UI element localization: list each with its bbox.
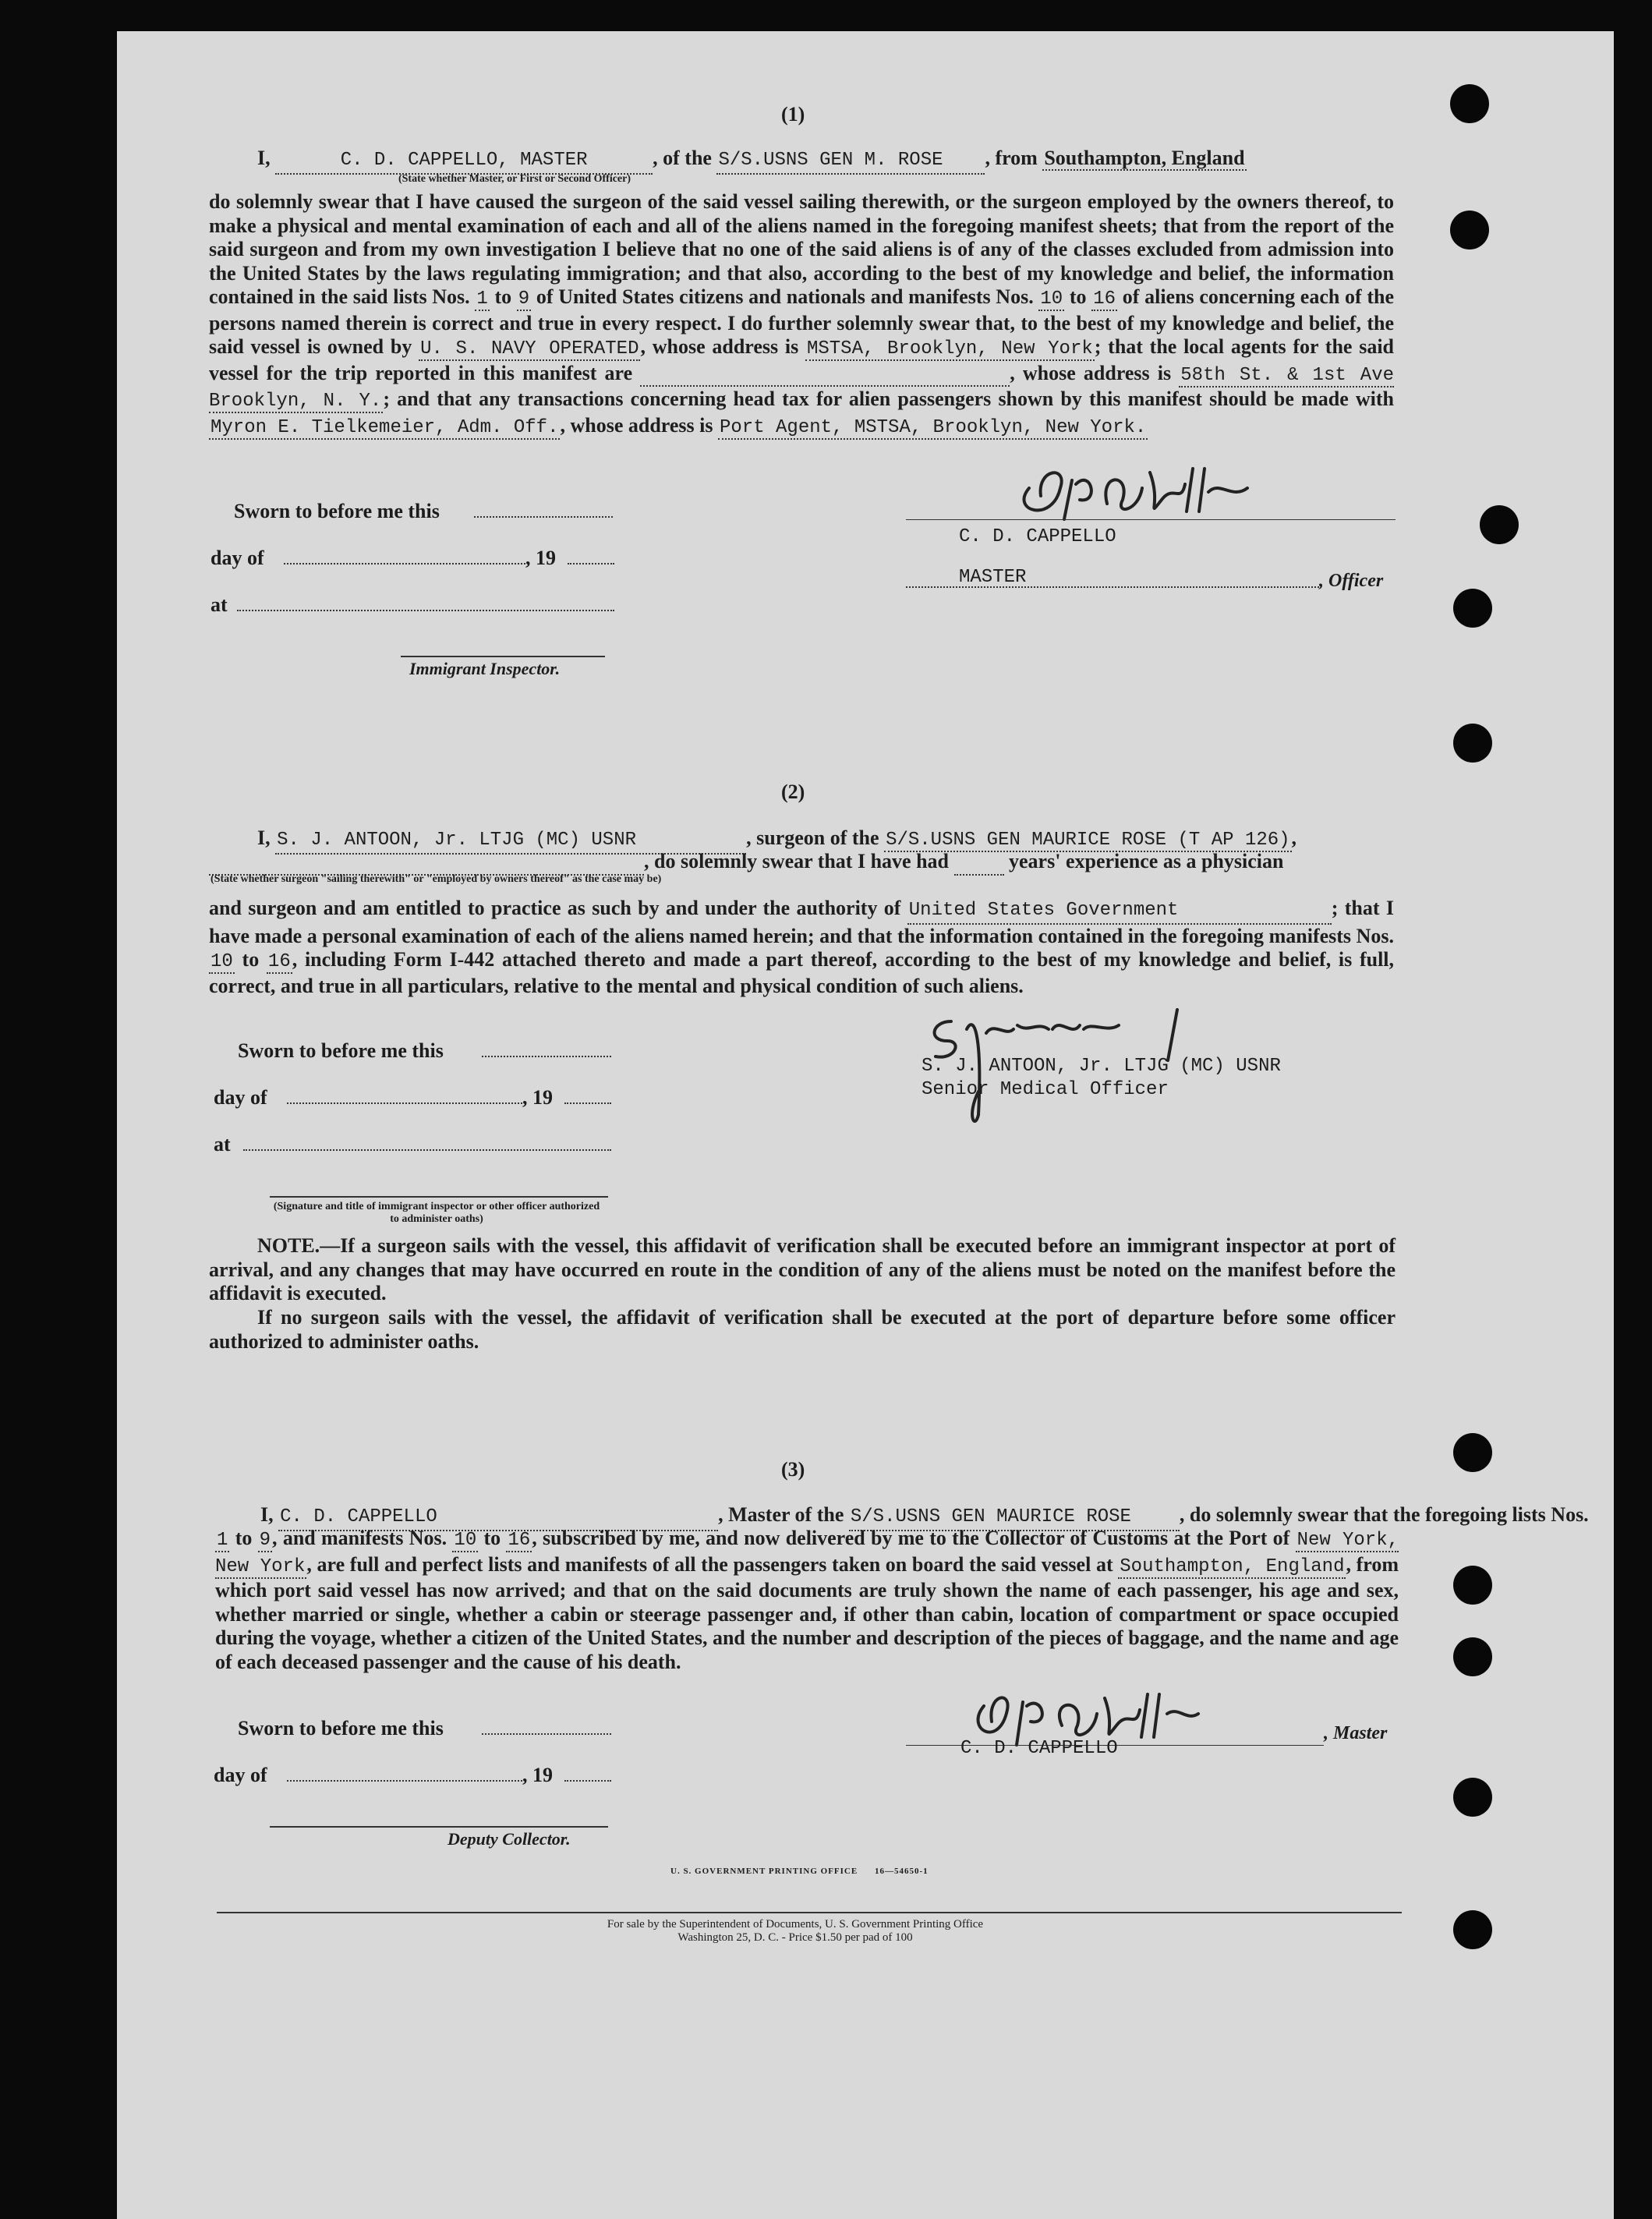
to-label: to [235,1527,253,1549]
master-name-field: C. D. CAPPELLO [278,1506,718,1531]
day-of-label: day of [214,1764,267,1786]
section-2-signer-title: Senior Medical Officer [922,1079,1169,1100]
signature-line [906,519,1396,520]
vessel-prefix: S/S. [850,1506,896,1527]
from-label: , from [985,147,1038,169]
local-agents-field [640,362,1010,388]
body-text: , subscribed by me, and now delivered by me to the Collector of Customs at the Port of [532,1527,1290,1549]
gpo-imprint: U. S. GOVERNMENT PRINTING OFFICE [670,1867,858,1876]
owner-field: U. S. NAVY OPERATED [420,338,639,359]
section-2-header: I, S. J. ANTOON, Jr. LTJG (MC) USNR , surgeon of the S/S.USNS GEN MAURICE ROSE (T AP 126), [257,826,1458,855]
year-line [568,563,614,564]
body-text: do solemnly swear that I have caused the surgeon of the said vessel sailing therewith, or the surgeon employed by the owners thereof, to make a physical and mental examination of each and all of the aliens named in the foregoing manifest sheets; that from the report of the said surgeon and from my own investigation I believe that no one of the said aliens is of any of the classes excluded from admission into the United States by the laws regulating immigration; and that also, according to the best of my knowledge and belief, the information contained in the said lists Nos. [209,190,1394,308]
punch-hole [1453,1566,1492,1605]
day-of-line [287,1102,522,1104]
pronoun-label: I, [257,826,271,849]
footer-rule [217,1912,1402,1913]
body-text: , whose address is [560,413,713,437]
section-3-number: (3) [781,1458,805,1481]
signature-title-note: (Signature and title of immigrant inspector or other officer authorized to administer oaths) [273,1201,600,1225]
day-of-label: day of [214,1086,267,1109]
body-text: years' experience as a physician [1009,850,1284,872]
officer-caption: , Officer [1319,571,1384,591]
sworn-date-line [474,516,613,518]
punch-hole [1453,589,1492,628]
pronoun-label: I, [257,147,271,169]
to-label: to [1069,285,1087,308]
vessel-field [716,149,985,175]
collector-signature-line [270,1826,608,1828]
surgeon-status-field [209,850,644,876]
lists-from-field: 1 [476,288,488,310]
section-2-header-line2 [209,850,1410,876]
note-text: —If a surgeon sails with the vessel, this affidavit of verification shall be executed before an immigrant inspector at port of arrival, and any changes that may have occurred en route in the condition of any of the aliens must be noted on the manifest before the affidavit is executed. [209,1234,1396,1304]
body-text: and surgeon and am entitled to practice as such by and under the authority of [209,897,901,919]
form-number: 16—54650-1 [875,1867,929,1876]
section-1-body [209,190,1394,440]
lists-to-field: 9 [259,1530,271,1551]
note-paragraph [209,1234,1396,1306]
cappello-signature-1 [1006,457,1263,527]
manifests-from-field: 10 [210,951,233,972]
year-line [564,1780,611,1782]
sworn-label: Sworn to before me this [238,1039,444,1062]
sworn-label: Sworn to before me this [234,500,440,522]
master-name-field: C. D. CAPPELLO, MASTER [275,149,653,175]
day-of-line [287,1780,522,1782]
authority-field: United States Government [907,899,1332,925]
lists-from-field: 1 [217,1530,228,1551]
vessel-prefix: S/S. [886,830,931,851]
collector-caption: Deputy Collector. [447,1829,571,1849]
section-1-number: (1) [781,103,805,126]
day-of-line [284,563,525,564]
year-label: , 19 [522,1086,553,1109]
manifests-to-field: 16 [267,951,291,972]
at-line [237,610,614,611]
manifests-from-field: 10 [454,1530,477,1551]
footer-sale-note [507,1918,1084,1945]
section-1-header [257,147,1458,175]
origin-field: Southampton, England [1044,147,1245,169]
body-text: , whose address is [1010,361,1172,384]
punch-hole [1453,724,1492,763]
punch-hole [1453,1910,1492,1949]
body-text: , are full and perfect lists and manifests of all the passengers taken on board the said vessel at [306,1552,1113,1576]
footer-line-2: Washington 25, D. C. - Price $1.50 per pad of 100 [677,1931,913,1944]
punch-hole [1480,505,1519,544]
inspector-caption: Immigrant Inspector. [409,659,561,678]
at-line [243,1149,611,1151]
contact-field: Myron E. Tielkemeier, Adm. Off. [210,416,559,438]
surgeon-name-field: S. J. ANTOON, Jr. LTJG (MC) USNR [275,829,746,855]
punch-hole [1450,211,1489,250]
body-text: , do solemnly swear that the foregoing lists Nos. [1179,1503,1589,1526]
vessel-name: USNS GEN M. ROSE [763,150,943,171]
vessel-field [884,830,1291,852]
sworn-date-line [482,1056,611,1057]
body-text: , including Form I-442 attached thereto and made a part thereof, according to the best of my knowledge and belief, is full, correct, and true in all particulars, relative to the mental and physical condition of such aliens. [209,948,1395,997]
lists-to-field: 9 [518,288,530,310]
sworn-date-line [482,1733,611,1735]
vessel-name: USNS GEN MAURICE ROSE [895,1506,1131,1527]
embark-port-field: Southampton, England [1120,1555,1345,1577]
port-field: New York, New York [215,1530,1399,1577]
master-of-label: , Master of the [718,1503,844,1526]
at-label: at [210,593,228,616]
body-text: , and manifests Nos. [272,1527,447,1549]
punch-hole [1453,1433,1492,1472]
note-paragraph-2 [209,1306,1396,1354]
note-text: If no surgeon sails with the vessel, the affidavit of verification shall be executed at the port of departure before some officer authorized to administer oaths. [209,1306,1396,1353]
year-line [564,1102,611,1104]
owner-address-field: MSTSA, Brooklyn, New York [806,338,1093,359]
section-1-signer: C. D. CAPPELLO [959,526,1116,547]
year-label: , 19 [522,1764,553,1786]
punch-hole [1453,1778,1492,1817]
to-label: to [242,948,260,971]
body-text: , from which port said vessel has now arrived; and that on the said documents are truly shown the name of each passenger, his age and sex, whether married or single, whether a cabin or steerage passenger and, if other than cabin, location of compartment or space occupied during the voyage, whether a citizen of the United States, and the number and description of the pieces of baggage, and the name and age of each deceased passenger and the cause of his death. [215,1552,1399,1673]
master-state-note: (State whether Master, or First or Second Officer) [398,173,631,185]
punch-hole [1450,84,1489,123]
punch-hole [1453,1637,1492,1676]
contact-address-field: Port Agent, MSTSA, Brooklyn, New York. [720,416,1147,438]
year-label: , 19 [525,547,556,569]
body-text: of United States citizens and nationals and manifests Nos. [536,285,1034,308]
body-text: ; and that any transactions concerning head tax for alien passengers shown by this manifest should be made with [383,388,1394,410]
section-1-title: MASTER [959,567,1027,588]
surgeon-state-note: (State whether surgeon "sailing therewith" or "employed by owners thereof" as the case may be) [210,873,662,885]
of-the-label: , of the [653,147,712,169]
vessel-name: USNS GEN MAURICE ROSE (T AP 126) [930,830,1290,851]
officer-signature-line [270,1196,608,1198]
section-3-body [215,1527,1399,1674]
section-2-number: (2) [781,780,805,803]
pronoun-label: I, [260,1503,274,1526]
body-text: , whose address is [640,335,799,358]
day-of-label: day of [210,547,264,569]
body-text: ; that I have made a personal examination of each of the aliens named herein; and that the information contained in the foregoing manifests Nos. [209,897,1394,947]
vessel-prefix: S/S. [718,150,764,171]
body-text: ; that the local agents for the said vessel for the trip reported in this manifest are [209,335,1395,384]
master-caption: , Master [1324,1723,1388,1743]
body-text: of aliens concerning each of the persons named therein is correct and true in every respect. I do further solemnly swear that, to the best of my knowledge and belief, the said vessel is owned by [209,285,1395,358]
surgeon-of-label: , surgeon of the [746,826,879,849]
to-label: to [483,1527,501,1549]
inspector-signature-line [401,656,605,657]
years-field [954,850,1004,876]
footer-line-1: For sale by the Superintendent of Documents, U. S. Government Printing Office [607,1918,984,1931]
agent-address-field: 58th St. & 1st Ave Brooklyn, N. Y. [209,364,1394,412]
note-label: NOTE. [257,1234,320,1257]
manifests-to-field: 16 [1093,288,1116,310]
to-label: to [494,285,512,308]
section-2-signer-name: S. J. ANTOON, Jr. LTJG (MC) USNR [922,1056,1281,1077]
manifests-to-field: 16 [508,1530,531,1551]
at-label: at [214,1133,231,1156]
sworn-label: Sworn to before me this [238,1717,444,1739]
manifests-from-field: 10 [1040,288,1063,310]
section-3-signer: C. D. CAPPELLO [960,1738,1118,1759]
body-text: , do solemnly swear that I have had [644,850,950,872]
section-2-body [209,897,1394,998]
